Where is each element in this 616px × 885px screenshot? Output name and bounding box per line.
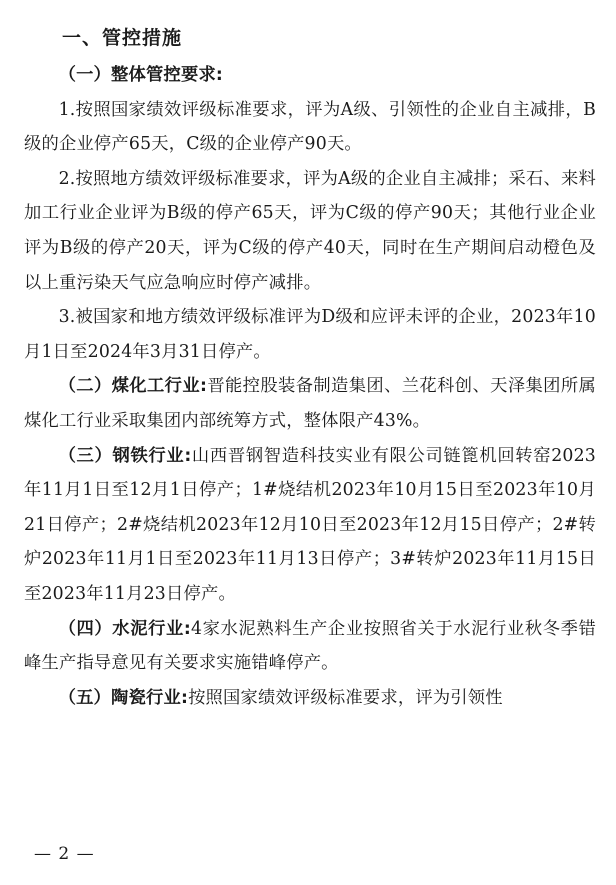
section-title: 一、管控措施 (62, 27, 183, 49)
coal-chemical-heading: （二）煤化工行业: (58, 376, 208, 397)
paragraph-steel (24, 439, 596, 612)
subsection-heading-1 (24, 58, 596, 93)
paragraph-ceramics (24, 681, 596, 716)
page-number: — 2 — (34, 844, 95, 864)
subsection-heading-1-text: （一）整体管控要求: (58, 65, 224, 85)
paragraph-item-2: 2.按照地方绩效评级标准要求，评为A级的企业自主减排；采石、来料加工行业企业评为B级的停产65天，评为C级的停产90天；其他行业企业评为B级的停产20天，评为C级的停产40天，同时在生产期间启动橙色及以上重污染天气应急响应时停产减排。 (24, 168, 596, 293)
paragraph-item-1: 1.按照国家绩效评级标准要求，评为A级、引领性的企业自主减排，B级的企业停产65天，C级的企业停产90天。 (24, 99, 596, 155)
paragraph-cement (24, 612, 596, 681)
coal-chemical-text: 晋能控股装备制造集团、兰花科创、天泽集团所属煤化工行业采取集团内部统筹方式，整体限产43%。 (24, 376, 596, 431)
cement-heading: （四）水泥行业: (58, 618, 192, 639)
ceramics-text: 按照国家绩效评级标准要求，评为引领性 (188, 687, 503, 708)
cement-text: 4家水泥熟料生产企业按照省关于水泥行业秋冬季错峰生产指导意见有关要求实施错峰停产。 (24, 618, 596, 674)
steel-heading: （三）钢铁行业: (58, 445, 192, 466)
steel-text: 山西晋钢智造科技实业有限公司链篦机回转窑2023年11月1日至12月1日停产；1#烧结机2023年10月15日至2023年10月21日停产；2#烧结机2023年12月10日至2023年12月15日停产；2#转炉2023年11月1日至2023年11月13日停产；3#转炉2023年11月15日至2023年11月23日停产。 (24, 445, 596, 604)
ceramics-heading: （五）陶瓷行业: (58, 687, 189, 708)
paragraph-item-3: 3.被国家和地方绩效评级标准评为D级和应评未评的企业，2023年10月1日至2024年3月31日停产。 (24, 307, 596, 362)
paragraph-coal-chemical (24, 369, 596, 438)
